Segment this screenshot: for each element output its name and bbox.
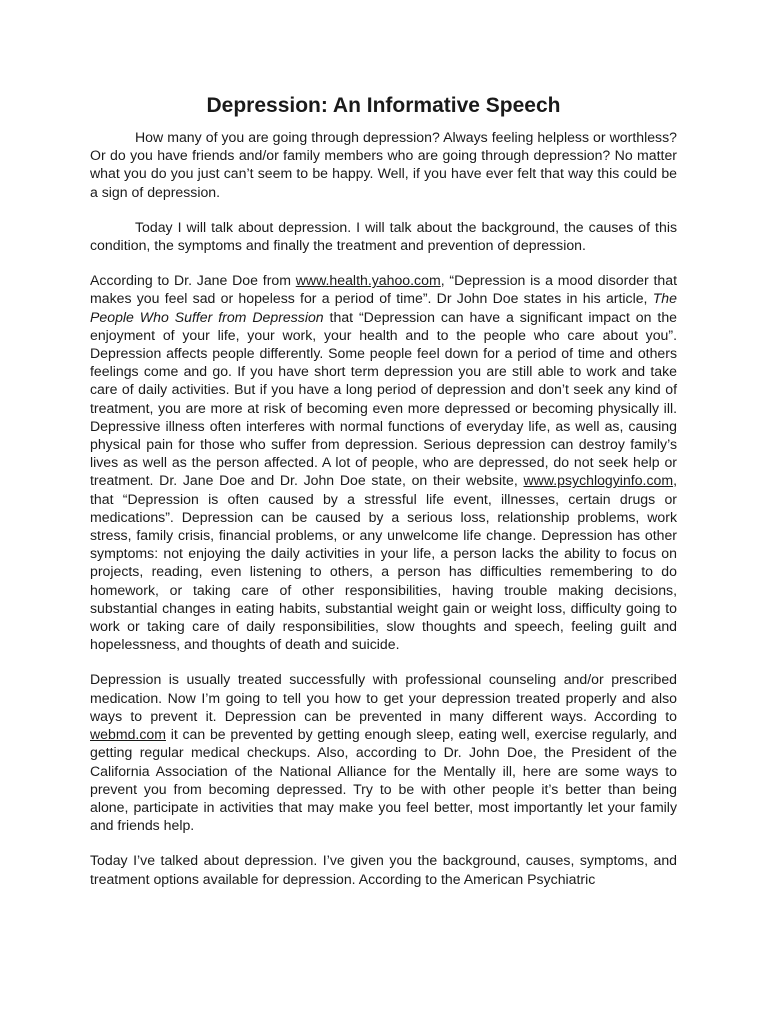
document-title: Depression: An Informative Speech [206,94,561,117]
psychlogyinfo-link[interactable]: www.psychlogyinfo.com [523,472,674,489]
paragraph-text: , “Depression is a mood disorder that makes you feel sad or hopeless for a period of time”. Dr John Doe states in his article, [90,272,677,307]
paragraph-text: it can be prevented by getting enough sleep, eating well, exercise regularly, and getting regular medical checkups. Also, according to Dr. John Doe, the President of the California Association of the National Alliance for the Mentally ill, here are some ways to prevent you from becoming depressed. Try to be with other people it’s better than being alone, participate in activities that may make you feel better, most importantly let your family and friends help. [90,726,677,834]
paragraph-text: According to Dr. Jane Doe from [90,272,296,289]
paragraph-text: that “Depression can have a significant impact on the enjoyment of your life, your work, your health and to the people who care about you”. Depression affects people differently. Some people feel down for a period of time and others feelings come and go. If you have short term depression you are still able to work and take care of daily activities. But if you have a long period of depression and don’t seek any kind of treatment, you are more at risk of becoming even more depressed or becoming physically ill. Depressive illness often interferes with normal functions of everyday life, as well as, causing physical pain for those who suffer from depression. Serious depression can destroy family’s lives as well as the person affected. A lot of people, who are depressed, do not seek help or treatment. Dr. Jane Doe and Dr. John Doe state, on their website, [90,308,677,489]
paragraph-text: , that “Depression is often caused by a stressful life event, illnesses, certain drugs or medications”. Depression can be caused by a serious loss, relationship problems, work stress, family crisis, financial problems, or any unwelcome life change. Depression has other symptoms: not enjoying the daily activities in your life, a person lacks the ability to focus on projects, reading, even listening to others, a person has difficulties remembering to do homework, or taking care of other responsibilities, having trouble making decisions, substantial changes in eating habits, substantial weight gain or weight loss, difficulty going to work or taking care of daily responsibilities, slow thoughts and speech, feeling guilt and hopelessness, and thoughts of death and suicide. [90,472,677,653]
webmd-link[interactable]: webmd.com [90,726,166,743]
document-page [90,0,677,888]
health-yahoo-link[interactable]: www.health.yahoo.com [295,272,441,289]
paragraph-conclusion: Today I’ve talked about depression. I’ve given you the background, causes, symptoms, and treatment options available for depression. According to the American Psychiatric [90,852,677,887]
paragraph-intro: How many of you are going through depression? Always feeling helpless or worthless? Or do you have friends and/or family members who are going through depression? No matter what you do you just can’t seem to be happy. Well, if you have ever felt that way this could be a sign of depression. [90,129,677,200]
paragraph-overview: Today I will talk about depression. I will talk about the background, the causes of this condition, the symptoms and finally the treatment and prevention of depression. [90,218,677,254]
paragraph-text: Depression is usually treated successfully with professional counseling and/or prescribed medication. Now I’m going to tell you how to get your depression treated properly and also ways to prevent it. Depression can be prevented in many different ways. According to [90,671,677,724]
paragraph-background [90,271,677,653]
article-title: The People Who Suffer from Depression [90,290,677,325]
paragraph-treatment [90,670,677,834]
